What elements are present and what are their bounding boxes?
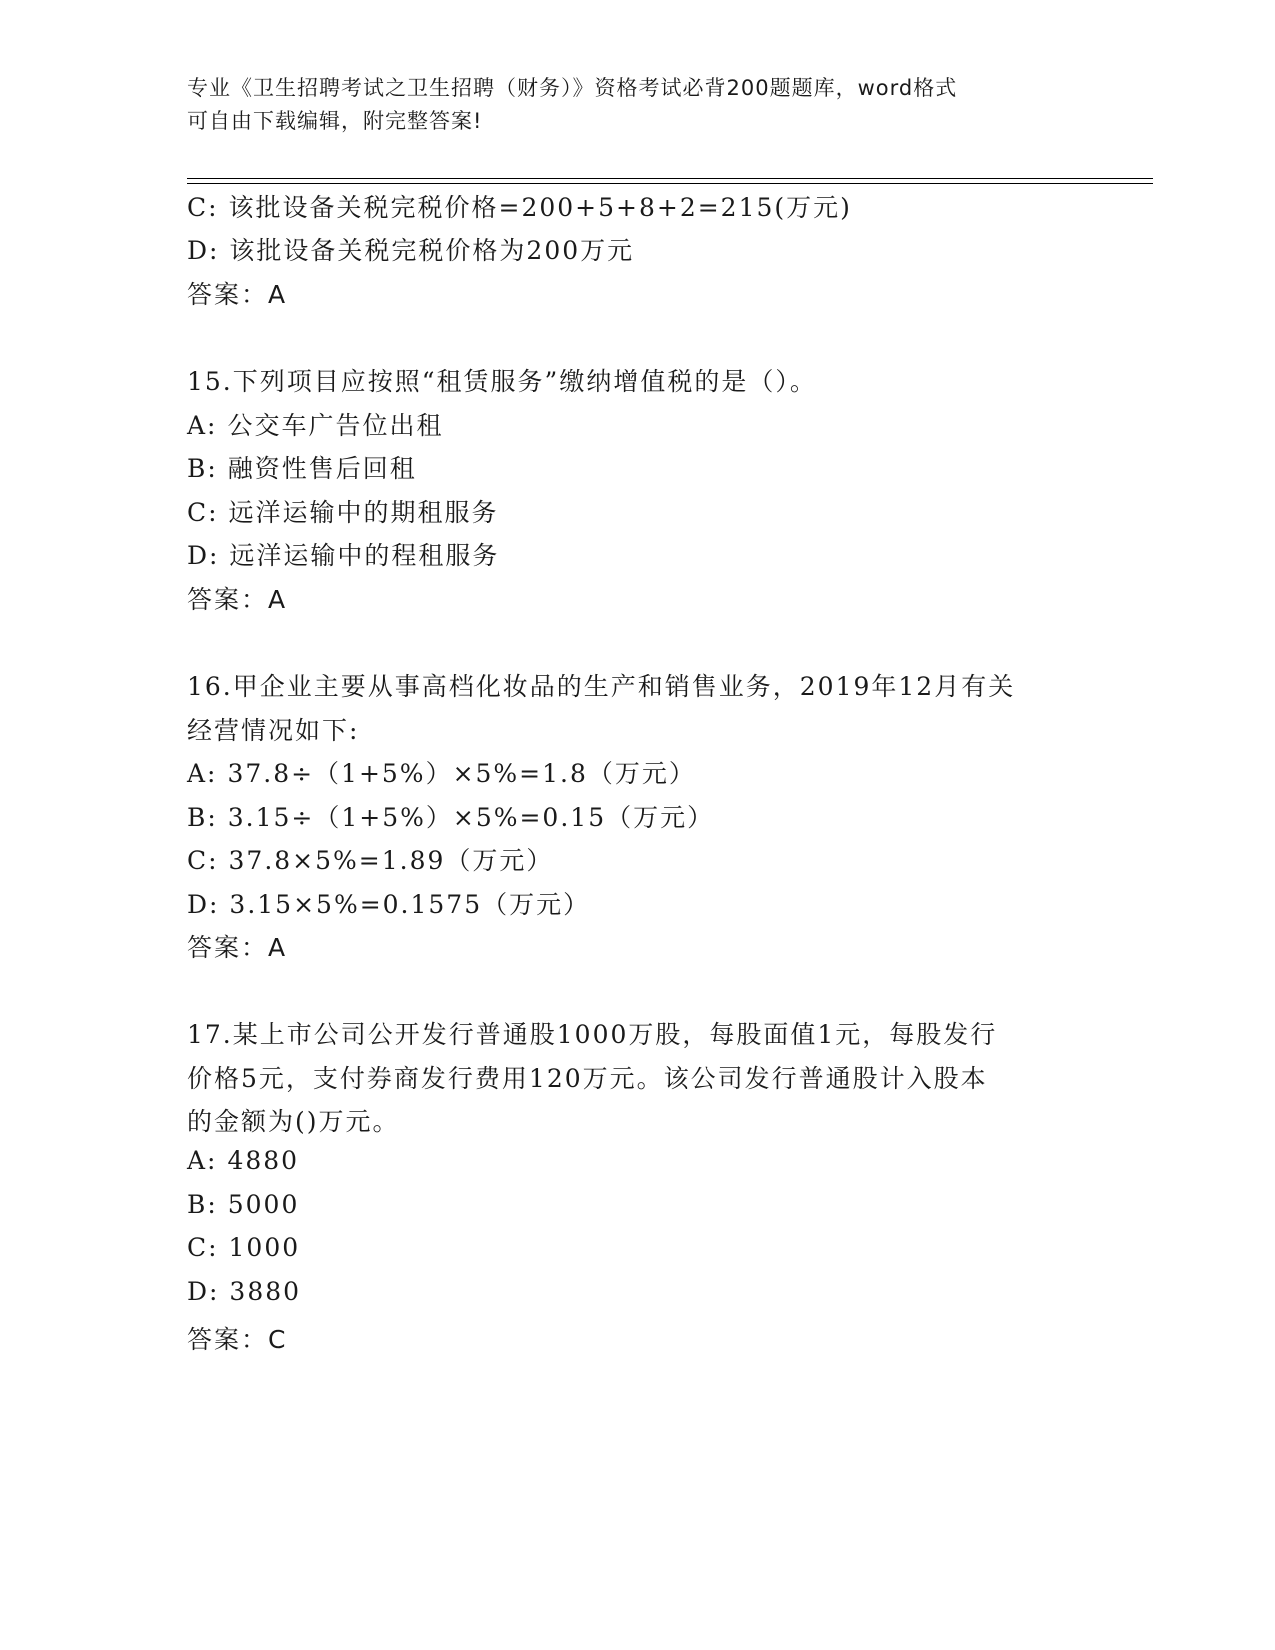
header-rule-bottom (187, 183, 1153, 184)
header-line-2: 可自由下载编辑，附完整答案! (187, 109, 483, 133)
q17-stem-line-2: 价格5元，支付券商发行费用120万元。该公司发行普通股计入股本 (187, 1064, 988, 1093)
option-label: C: (187, 846, 219, 875)
option-text: 该批设备关税完税价格=200+5+8+2=215(万元) (228, 193, 852, 222)
q17-option-a (187, 1146, 299, 1175)
document-header (187, 72, 1067, 138)
option-label: B: (187, 803, 218, 832)
q17-option-b (187, 1190, 299, 1219)
option-text: 该批设备关税完税价格为200万元 (229, 236, 635, 265)
option-label: A: (187, 411, 218, 440)
option-label: C: (187, 498, 219, 527)
option-label: B: (187, 454, 218, 483)
option-text: 公交车广告位出租 (227, 411, 444, 440)
option-text: 融资性售后回租 (227, 454, 417, 483)
q15-answer: 答案：A (187, 585, 288, 614)
option-text: 37.8÷（1+5%）×5%=1.8（万元） (227, 759, 696, 788)
option-label: A: (187, 759, 218, 788)
q16-option-d (187, 885, 590, 921)
q14-option-c (187, 188, 852, 224)
q17-option-d (187, 1277, 301, 1306)
option-text: 远洋运输中的期租服务 (228, 498, 499, 527)
q16-answer: 答案：A (187, 933, 288, 962)
option-text: 3.15×5%=0.1575（万元） (229, 890, 591, 919)
header-line-1: 专业《卫生招聘考试之卫生招聘（财务）》资格考试必背200题题库，word格式 (187, 76, 958, 100)
option-text: 5000 (227, 1190, 300, 1219)
q15-option-d (187, 536, 499, 572)
q16-stem-line-1: 16.甲企业主要从事高档化妆品的生产和销售业务，2019年12月有关 (187, 672, 1016, 701)
q16-option-b (187, 798, 714, 834)
option-text: 3.15÷（1+5%）×5%=0.15（万元） (227, 803, 715, 832)
option-label: D: (187, 1277, 220, 1306)
q17-stem-line-1: 17.某上市公司公开发行普通股1000万股，每股面值1元，每股发行 (187, 1020, 998, 1049)
q17-option-c (187, 1233, 300, 1262)
option-label: D: (187, 541, 220, 570)
option-text: 37.8×5%=1.89（万元） (228, 846, 554, 875)
option-text: 远洋运输中的程租服务 (229, 541, 500, 570)
option-label: B: (187, 1190, 218, 1219)
option-label: C: (187, 193, 219, 222)
option-label: C: (187, 1233, 219, 1262)
q16-stem-line-2: 经营情况如下: (187, 716, 360, 745)
q17-stem-line-3: 的金额为()万元。 (187, 1107, 400, 1136)
q17-answer: 答案：C (187, 1325, 288, 1354)
option-label: D: (187, 236, 220, 265)
option-text: 1000 (228, 1233, 301, 1262)
header-rule-top (187, 178, 1153, 179)
option-label: A: (187, 1146, 218, 1175)
q14-answer: 答案：A (187, 280, 288, 309)
q16-option-c (187, 841, 553, 877)
q15-stem: 15.下列项目应按照“租赁服务”缴纳增值税的是（）。 (187, 367, 817, 396)
option-text: 3880 (229, 1277, 302, 1306)
option-text: 4880 (227, 1146, 300, 1175)
q16-option-a (187, 754, 696, 790)
q15-option-b (187, 449, 417, 485)
q15-option-a (187, 406, 443, 442)
q15-option-c (187, 493, 499, 529)
q14-option-d (187, 231, 634, 267)
option-label: D: (187, 890, 220, 919)
